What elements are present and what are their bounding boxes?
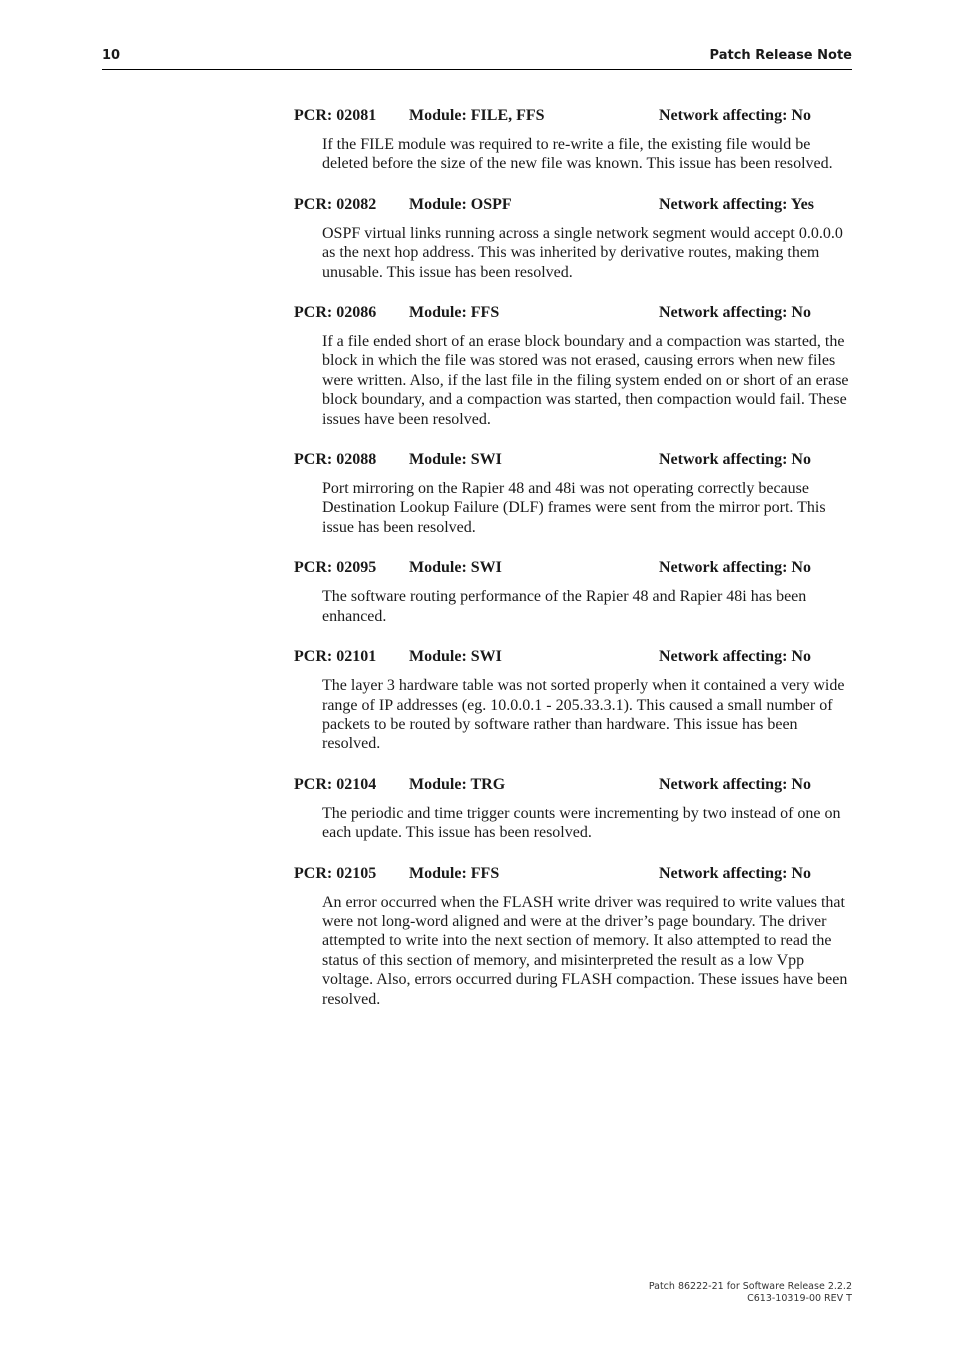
module-name: Module: FFS xyxy=(409,304,500,322)
entry-description: An error occurred when the FLASH write driver was required to write values that were not long-word aligned and were at the driver’s page boundary. The driver attempted to write into the next section of memory. It also attempted to read the status of this section of memory, and misinterpreted the result as a low Vpp voltage. Also, errors occurred during FLASH compaction. These issues have been resolved. xyxy=(322,893,848,1008)
entry-description: The layer 3 hardware table was not sorted properly when it contained a very wide range of IP addresses (eg. 10.0.0.1 - 205.33.3.1). This caused a small number of packets to be routed by software rather than hardware. This issue has been resolved. xyxy=(322,677,845,753)
pcr-number: PCR: 02082 xyxy=(294,195,377,213)
pcr-entry xyxy=(294,775,852,843)
pcr-entry xyxy=(294,106,852,174)
entry-heading xyxy=(294,303,852,323)
entry-description: The software routing performance of the Rapier 48 and Rapier 48i has been enhanced. xyxy=(322,588,807,625)
pcr-number: PCR: 02081 xyxy=(294,107,377,124)
pcr-entry xyxy=(294,195,852,282)
pcr-entry xyxy=(294,647,852,754)
entry-description: Port mirroring on the Rapier 48 and 48i was not operating correctly because Destination Lookup Failure (DLF) frames were sent from the mirror port. This issue has been resolved. xyxy=(322,480,826,536)
module-name: Module: SWI xyxy=(409,559,502,577)
pcr-entry xyxy=(294,864,852,1009)
module-name: Module: FILE, FFS xyxy=(409,107,545,124)
module-name: Module: SWI xyxy=(409,648,502,666)
page-header xyxy=(102,48,852,70)
pcr-number: PCR: 02101 xyxy=(294,648,377,666)
pcr-entry xyxy=(294,558,852,626)
entry-heading xyxy=(294,195,852,215)
network-affecting: Network affecting: No xyxy=(659,107,811,124)
network-affecting: Network affecting: No xyxy=(659,648,811,666)
entry-heading xyxy=(294,775,852,795)
network-affecting: Network affecting: No xyxy=(659,451,811,469)
footer-patch-line: Patch 86222-21 for Software Release 2.2.2 xyxy=(648,1281,852,1292)
entry-heading xyxy=(294,106,852,126)
pcr-entry xyxy=(294,303,852,429)
release-notes-body xyxy=(294,106,852,1030)
page-number: 10 xyxy=(102,48,121,63)
network-affecting: Network affecting: No xyxy=(659,864,811,882)
document-title: Patch Release Note xyxy=(709,48,852,63)
network-affecting: Network affecting: No xyxy=(659,559,811,577)
network-affecting: Network affecting: Yes xyxy=(659,195,814,213)
module-name: Module: SWI xyxy=(409,451,502,469)
pcr-number: PCR: 02104 xyxy=(294,775,377,793)
entry-heading xyxy=(294,647,852,667)
entry-heading xyxy=(294,558,852,578)
entry-description: The periodic and time trigger counts were incrementing by two instead of one on each update. This issue has been resolved. xyxy=(322,804,841,842)
footer-doc-code: C613-10319-00 REV T xyxy=(747,1293,852,1304)
pcr-number: PCR: 02086 xyxy=(294,304,377,322)
page-footer xyxy=(649,1281,852,1305)
entry-heading xyxy=(294,450,852,470)
entry-heading xyxy=(294,864,852,884)
network-affecting: Network affecting: No xyxy=(659,775,811,793)
network-affecting: Network affecting: No xyxy=(659,304,811,322)
entry-description: If the FILE module was required to re-write a file, the existing file would be deleted before the size of the new file was known. This issue has been resolved. xyxy=(322,136,833,173)
module-name: Module: TRG xyxy=(409,775,506,793)
entry-description: OSPF virtual links running across a single network segment would accept 0.0.0.0 as the next hop address. This was inherited by derivative routes, making them unusable. This issue has been resolved. xyxy=(322,224,843,281)
module-name: Module: OSPF xyxy=(409,195,512,213)
module-name: Module: FFS xyxy=(409,864,500,882)
pcr-entry xyxy=(294,450,852,537)
pcr-number: PCR: 02088 xyxy=(294,451,377,469)
entry-description: If a file ended short of an erase block boundary and a compaction was started, the block in which the file was stored was not erased, causing errors when new files were written. Also, if the last file in the filing system ended on or short of an erase block boundary, and a compaction was started, then compaction would fail. These issues have been resolved. xyxy=(322,333,849,428)
pcr-number: PCR: 02105 xyxy=(294,864,377,882)
pcr-number: PCR: 02095 xyxy=(294,559,377,577)
